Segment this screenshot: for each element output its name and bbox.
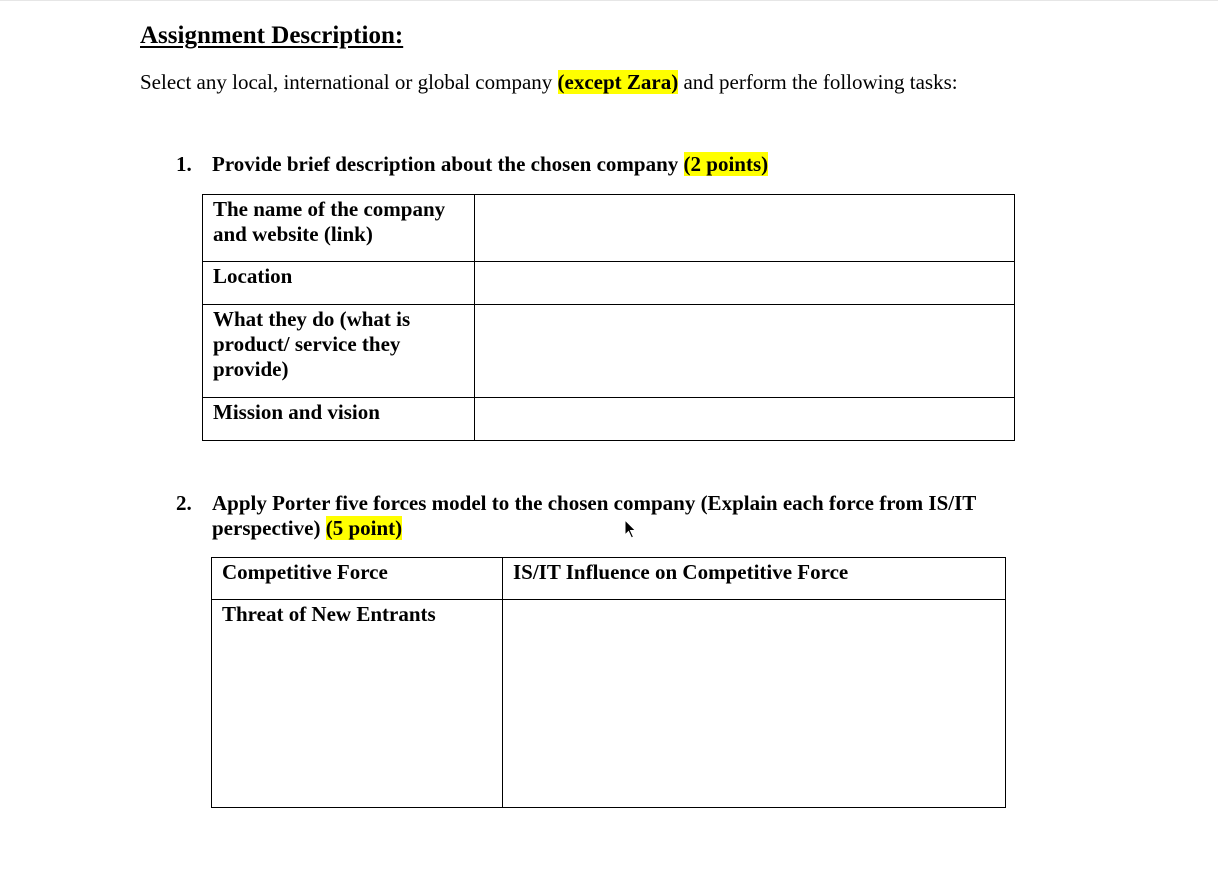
row-label [203, 398, 475, 441]
what-they-do-field[interactable] [475, 305, 1015, 398]
company-description-table [202, 194, 1015, 441]
page-top-edge [0, 0, 1218, 1]
intro-text-after: and perform the following tasks: [678, 70, 958, 94]
table-header-row [212, 558, 1006, 600]
task-2-points: (5 point) [325, 516, 403, 540]
column-header-competitive-force: Competitive Force [212, 558, 503, 600]
location-field[interactable] [475, 262, 1015, 305]
row-label [203, 262, 475, 305]
task-1-points: (2 points) [683, 152, 769, 176]
row-label-line: product/ service they [213, 332, 401, 356]
intro-highlight: (except Zara) [557, 70, 679, 94]
row-label-line: The name of the company [213, 197, 446, 221]
task-1-description: Provide brief description about the chosen company [212, 152, 684, 176]
company-name-field[interactable] [475, 195, 1015, 262]
assignment-heading: Assignment Description: [140, 22, 404, 49]
row-label [203, 195, 475, 262]
task-1-number: 1. [176, 152, 192, 176]
table-row [203, 195, 1015, 262]
mission-vision-field[interactable] [475, 398, 1015, 441]
task-2-description-line2: perspective) [212, 516, 326, 540]
column-header-it-influence: IS/IT Influence on Competitive Force [503, 558, 1006, 600]
porter-forces-table [211, 557, 1006, 808]
table-row [203, 305, 1015, 398]
row-label-line: Location [213, 264, 293, 288]
row-label [203, 305, 475, 398]
new-entrants-influence-field[interactable] [503, 600, 1006, 808]
task-2-description-line1: Apply Porter five forces model to the chosen company (Explain each force from IS/IT [212, 491, 977, 515]
table-row [203, 398, 1015, 441]
row-label-line: Mission and vision [213, 400, 380, 424]
intro-paragraph [140, 70, 958, 95]
task-1-text [212, 152, 768, 177]
row-label-line: What they do (what is [213, 307, 411, 331]
force-label: Threat of New Entrants [212, 600, 503, 808]
task-2-number: 2. [176, 491, 192, 515]
row-label-line: and website (link) [213, 222, 373, 246]
mouse-pointer-icon [624, 519, 638, 541]
row-label-line: provide) [213, 357, 289, 381]
intro-text-before: Select any local, international or global company [140, 70, 558, 94]
table-row [203, 262, 1015, 305]
table-row [212, 600, 1006, 808]
